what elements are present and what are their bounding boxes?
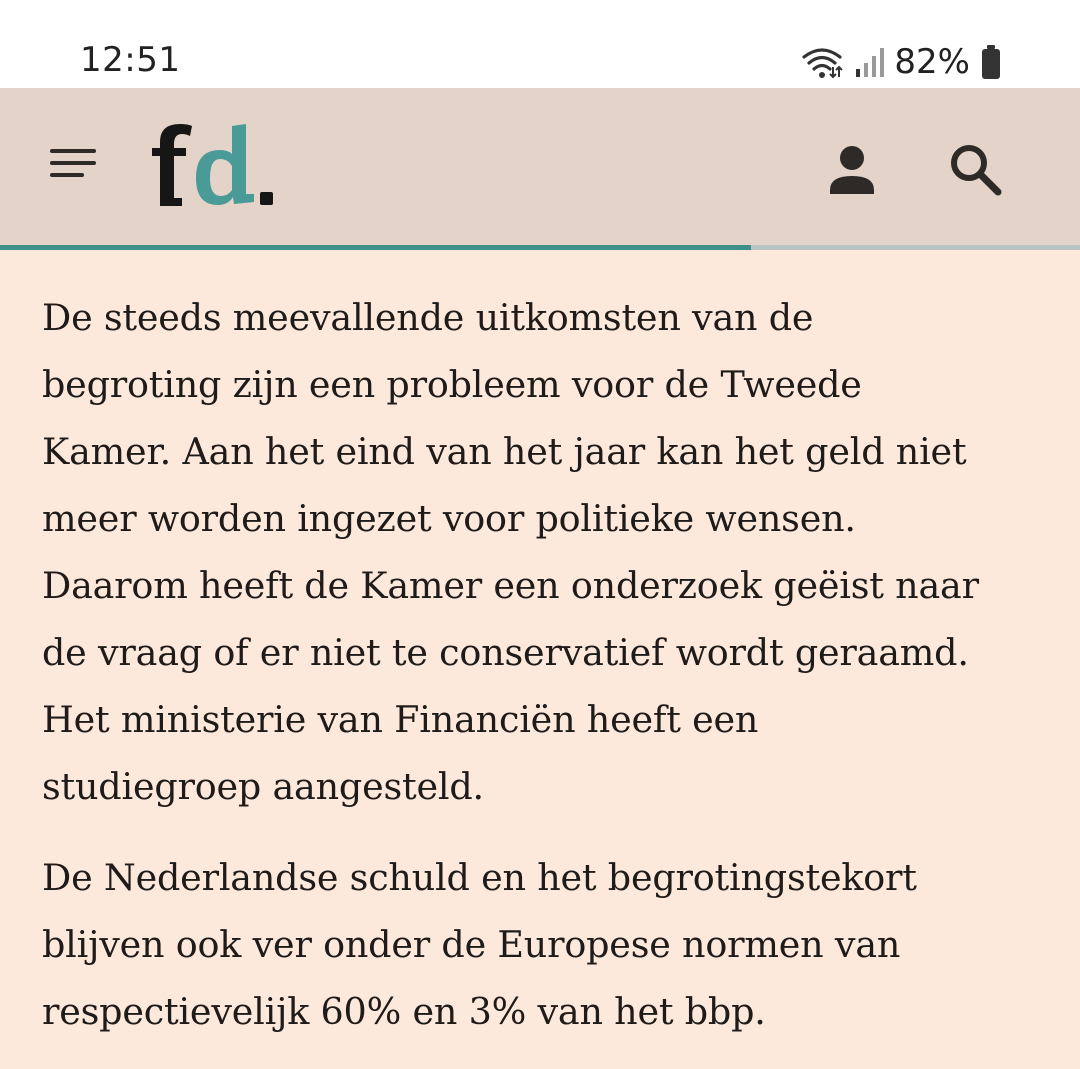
reading-progress-bar <box>0 245 1080 250</box>
status-time: 12:51 <box>80 40 181 80</box>
wifi-icon <box>800 45 844 79</box>
search-button[interactable] <box>944 138 1008 202</box>
account-icon <box>822 140 882 200</box>
fd-logo[interactable] <box>150 122 280 208</box>
reading-progress-fill <box>0 245 751 250</box>
account-button[interactable] <box>822 140 882 200</box>
status-icons <box>800 40 1002 84</box>
article-body <box>42 284 1052 1069</box>
battery-percent: 82% <box>894 42 970 82</box>
search-icon <box>944 138 1008 202</box>
logo-mark <box>150 122 280 208</box>
signal-icon <box>854 45 884 79</box>
app-header <box>0 88 1080 246</box>
article-paragraph: De Nederlandse schuld en het begrotingstekort blijven ook ver onder de Europese normen van respectievelijk 60% en 3% van het bbp. <box>42 856 917 1033</box>
article-paragraph: De steeds meevallende uitkomsten van de begroting zijn een probleem voor de Tweede Kamer. Aan het eind van het jaar kan het geld niet meer worden ingezet voor politieke wensen. Daarom heeft de Kamer een onderzoek geëist naar de vraag of er niet te conservatief wordt geraamd. Het ministerie van Financiën heeft een studiegroep aangesteld. <box>42 296 979 808</box>
menu-button[interactable] <box>46 143 100 183</box>
battery-icon <box>980 44 1002 80</box>
menu-icon <box>46 143 100 183</box>
status-bar <box>0 0 1080 88</box>
